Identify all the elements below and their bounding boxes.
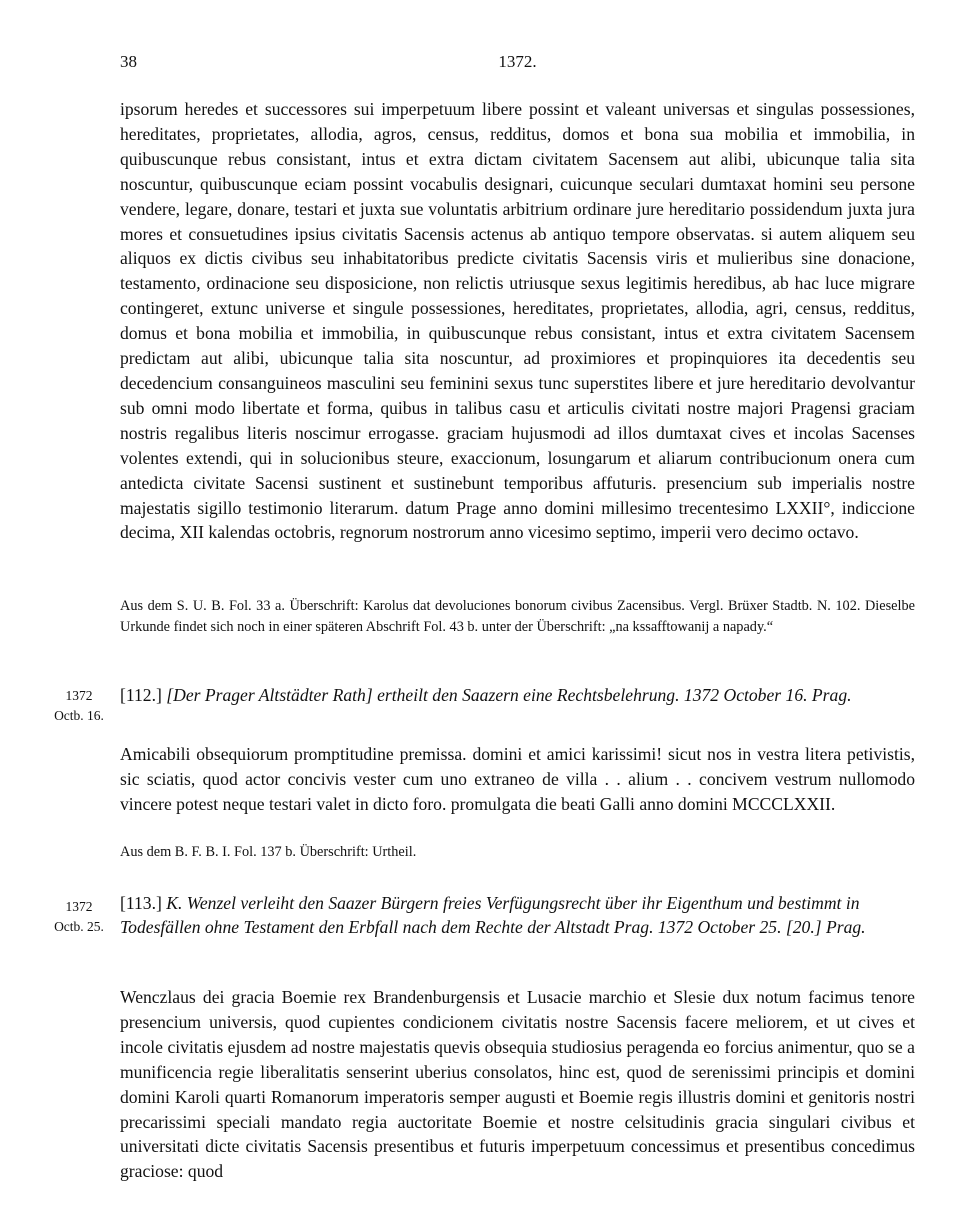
document-heading-112: [120, 683, 915, 707]
margin-date-113: [48, 897, 110, 937]
margin-date-112: [48, 686, 110, 726]
document-heading-113: [120, 891, 915, 939]
margin-year: 1372: [65, 688, 93, 703]
document-body-text: ipsorum heredes et successores sui imperpetuum libere possint et valeant universas et singulas possessiones, hereditates, proprietates, allodia, agros, census, redditus, domos et bona sua mobilia et immobilia, in quibuscunque rebus consistant, intus et extra dictam civitatem Sacensem aut alibi, ubicunque talia sita noscuntur, quibuscunque eciam possint vocabulis designari, cuicunque seculari dumtaxat homini seu persone vendere, legare, donare, testari et juxta sue voluntatis arbitrium ordinare jure hereditario possidendum juxta jura mores et consuetudines ipsius civitatis Sacensis actenus ab antiquo tempore observatas. si autem aliquem seu aliquos ex dictis civibus seu inhabitatoribus predicte civitatis Sacensis viris et mulieribus sine donacione, testamento, ordinacione seu disposicione, non relictis utriusque sexus legitimis heredibus, ab hac luce migrare contingeret, extunc universe et singule possessiones, hereditates, proprietates, allodia, agri, census, redditus, domus et bona mobilia et immobilia, in quibuscunque rebus consistant, intus et extra civitatem Sacensem predictam aut alibi, ubicunque talia sita noscuntur, ad proximiores et propinquiores ita decedentis seu decedencium consanguineos masculini seu feminini sexus tunc superstites libere et jure hereditario devolvantur sub omni modo libertate et forma, quibus in talibus casu et articulis civitati nostre majori Pragensi graciam nostris regalibus literis noscimur errogasse. graciam hujusmodi ad illos dumtaxat cives et incolas Sacenses volentes extendi, qui in solucionibus steure, exaccionum, losungarum et aliarum contribucionum onera cum antedicta civitate Sacensi sustinent et sustinebunt temporibus affuturis. presencium sub imperialis nostre majestatis sigillo testimonio literarum. datum Prage anno domini millesimo trecentesimo LXXII°, indiccione decima, XII kalendas octobris, regnorum nostrorum anno vicesimo septimo, imperii vero decimo octavo.: [120, 99, 915, 543]
document-number: [113.]: [120, 893, 162, 913]
running-year: 1372.: [498, 52, 537, 71]
margin-day: Octb. 25.: [54, 919, 104, 934]
document-number: [112.]: [120, 685, 162, 705]
document-body-text: Amicabili obsequiorum promptitudine premissa. domini et amici karissimi! sicut nos in vestra litera petivistis, sic sciatis, quod actor concivis vester cum uno extraneo de villa . . alium . . concivem vestrum nullomodo vincere potest neque testari valet in dicto foro. promulgata die beati Galli anno domini MCCCLXXII.: [120, 744, 915, 814]
margin-year: 1372: [65, 899, 93, 914]
margin-day: Octb. 16.: [54, 708, 104, 723]
page-number: 38: [120, 52, 137, 71]
source-note: Aus dem S. U. B. Fol. 33 a. Überschrift: Karolus dat devoluciones bonorum civibus Zacensibus. Vergl. Brüxer Stadtb. N. 102. Dieselbe Urkunde findet sich noch in einer späteren Abschrift Fol. 43 b. unter der Überschrift: „na kssafftowanij a napady.“: [120, 598, 915, 635]
page-header: [120, 52, 915, 76]
document-title: [Der Prager Altstädter Rath] ertheilt den Saazern eine Rechtsbelehrung. 1372 October 16. Prag.: [166, 685, 852, 705]
source-note: Aus dem B. F. B. I. Fol. 137 b. Überschrift: Urtheil.: [120, 844, 417, 860]
document-title: K. Wenzel verleiht den Saazer Bürgern freies Verfügungsrecht über ihr Eigenthum und bestimmt in Todesfällen ohne Testament den Erbfall nach dem Rechte der Altstadt Prag. 1372 October 25. [20.] Prag.: [120, 893, 866, 937]
document-body-text: Wenczlaus dei gracia Boemie rex Brandenburgensis et Lusacie marchio et Slesie dux notum facimus tenore presencium universis, quod cupientes condicionem civitatis nostre Sacensis facere meliorem, et ut cives et incole civitatis ejusdem ad nostre majestatis quevis obsequia studiosius peragenda eo forcius animentur, quo se a munificencia regie liberalitatis senserint uberius consolatos, hinc est, quod de serenissimi principis et domini domini Karoli quarti Romanorum imperatoris semper augusti et Boemie regis illustris domini et genitoris nostri precarissimi speciali mandato regia auctoritate Boemie et nostre celsitudinis gracia singulari civibus et universitati dicte civitatis Sacensis presentibus et futuris imperpetuum concessimus et presentibus concedimus graciose: quod: [120, 987, 915, 1182]
